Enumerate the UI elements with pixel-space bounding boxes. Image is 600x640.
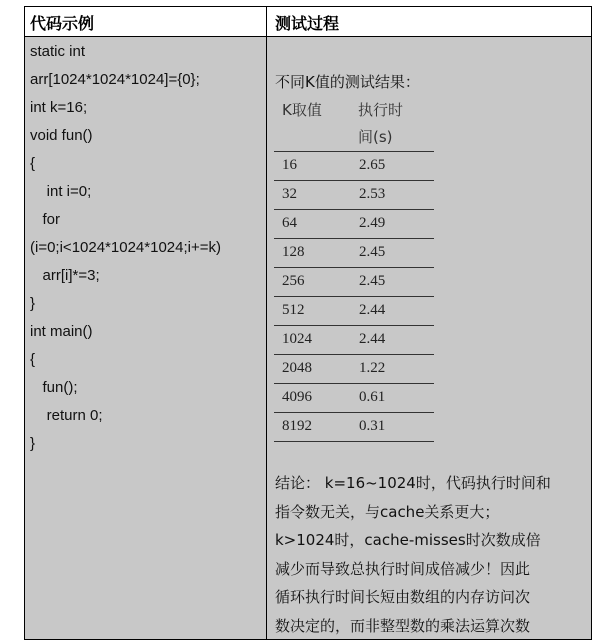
result-time: 2.65 (359, 157, 386, 173)
result-k: 256 (282, 273, 305, 289)
result-time: 2.44 (359, 302, 386, 318)
result-time: 0.61 (359, 389, 386, 405)
code-line: int i=0; (30, 183, 92, 200)
code-line: for (30, 211, 61, 228)
conclusion-line: 循环执行时间长短由数组的内存访问次 (275, 588, 531, 606)
result-time: 2.49 (359, 215, 386, 231)
result-k: 64 (282, 215, 297, 231)
header-code-example: 代码示例 (30, 14, 95, 33)
code-line: (i=0;i<1024*1024*1024;i+=k) (30, 239, 221, 256)
code-line: return 0; (30, 407, 103, 424)
result-k: 1024 (282, 331, 312, 347)
code-line: fun(); (30, 379, 78, 396)
conclusion-line: 数决定的，而非整型数的乘法运算次数 (275, 616, 531, 635)
table-rule (274, 325, 434, 326)
table-rule (274, 238, 434, 239)
table-rule (274, 296, 434, 297)
code-line: int k=16; (30, 99, 88, 116)
code-line: } (30, 435, 36, 452)
table-header (25, 7, 591, 37)
conclusion-line: 减少而导致总执行时间成倍减少！因此 (275, 559, 531, 578)
result-time: 2.44 (359, 331, 386, 347)
code-line: void fun() (30, 127, 93, 144)
header-test-process: 测试过程 (275, 14, 340, 33)
code-line: arr[1024*1024*1024]={0}; (30, 71, 200, 88)
code-line: arr[i]*=3; (30, 267, 100, 284)
results-intro: 不同K值的测试结果： (275, 73, 420, 91)
conclusion-line: 指令数无关，与cache关系更大； (275, 502, 500, 521)
result-k: 32 (282, 186, 297, 202)
code-line: static int (30, 43, 86, 60)
result-k: 2048 (282, 360, 312, 376)
result-time: 2.53 (359, 186, 386, 202)
column-header-time: 执行时 (358, 101, 404, 119)
conclusion-text (275, 469, 589, 640)
conclusion-line: 结论： k=16~1024时，代码执行时间和 (275, 474, 551, 492)
code-line: } (30, 295, 36, 312)
code-line: { (30, 351, 36, 368)
comparison-table (24, 6, 592, 640)
table-rule (274, 354, 434, 355)
conclusion-line: k>1024时，cache-misses时次数成倍 (275, 531, 541, 549)
table-rule (274, 209, 434, 210)
result-k: 8192 (282, 418, 312, 434)
result-time: 1.22 (359, 360, 386, 376)
result-k: 16 (282, 157, 297, 173)
table-rule (274, 267, 434, 268)
result-time: 0.31 (359, 418, 386, 434)
table-rule (274, 151, 434, 152)
result-k: 128 (282, 244, 305, 260)
code-line: int main() (30, 323, 93, 340)
result-time: 2.45 (359, 244, 386, 260)
code-line: { (30, 155, 36, 172)
table-rule (274, 412, 434, 413)
table-rule (274, 180, 434, 181)
result-time: 2.45 (359, 273, 386, 289)
result-k: 4096 (282, 389, 312, 405)
result-k: 512 (282, 302, 305, 318)
column-header-k: K取值 (282, 101, 322, 119)
column-header-time-unit: 间(s) (358, 128, 393, 146)
table-rule (274, 441, 434, 442)
column-divider (266, 7, 267, 639)
table-rule (274, 383, 434, 384)
